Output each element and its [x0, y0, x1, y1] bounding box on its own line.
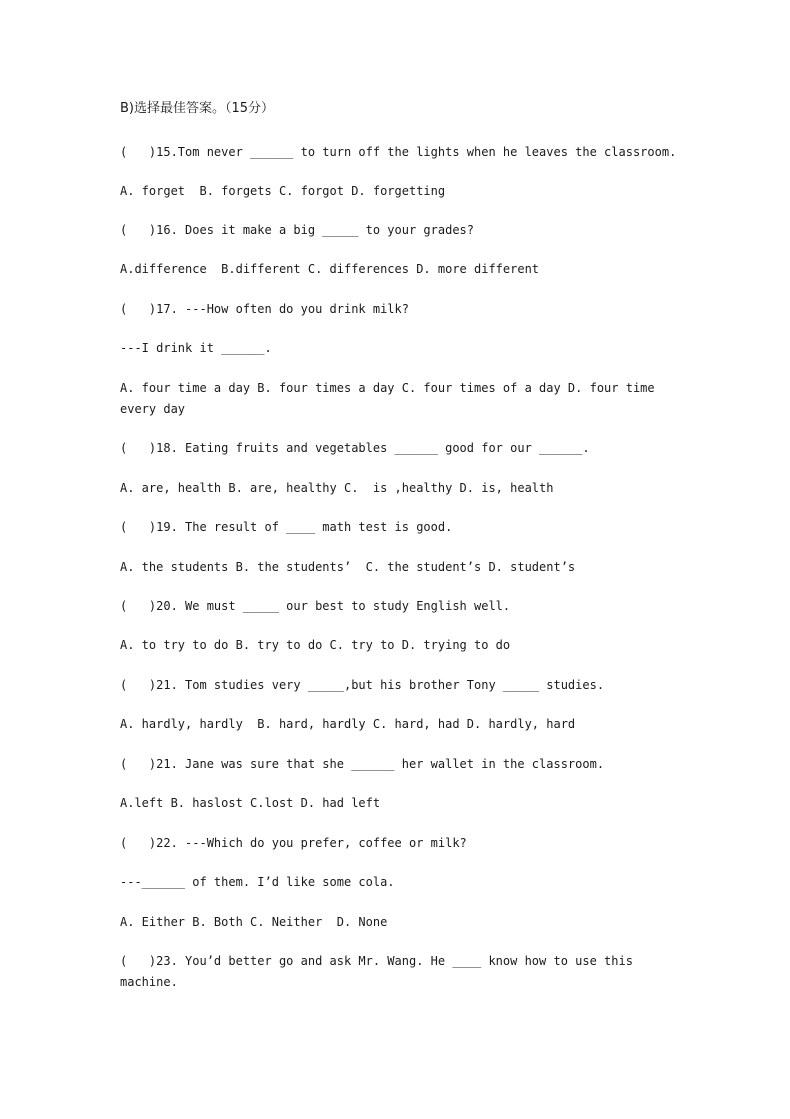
- options-16: A.difference B.different C. differences D. more different: [120, 262, 540, 276]
- question-17: ( )17. ---How often do you drink milk?: [120, 302, 409, 316]
- options-18: A. are, health B. are, healthy C. is ,healthy D. is, health: [120, 481, 554, 495]
- question-17-answer-line: ---I drink it ______.: [120, 341, 272, 355]
- options-15: A. forget B. forgets C. forgot D. forgetting: [120, 184, 446, 198]
- options-21a: A. hardly, hardly B. hard, hardly C. hard, had D. hardly, hard: [120, 717, 576, 731]
- question-22: ( )22. ---Which do you prefer, coffee or milk?: [120, 836, 467, 850]
- section-title: B)选择最佳答案。（15分）: [120, 101, 275, 116]
- question-15: ( )15.Tom never ______ to turn off the lights when he leaves the classroom.: [120, 145, 677, 159]
- options-22: A. Either B. Both C. Neither D. None: [120, 915, 388, 929]
- options-20: A. to try to do B. try to do C. try to D. trying to do: [120, 638, 511, 652]
- question-20: ( )20. We must _____ our best to study English well.: [120, 599, 511, 613]
- question-18: ( )18. Eating fruits and vegetables ______ good for our ______.: [120, 441, 590, 455]
- options-21b: A.left B. haslost C.lost D. had left: [120, 796, 381, 810]
- question-22-answer-line: ---______ of them. I’d like some cola.: [120, 875, 395, 889]
- question-19: ( )19. The result of ____ math test is good.: [120, 520, 453, 534]
- options-17: A. four time a day B. four times a day C. four times of a day D. four time every day: [120, 381, 662, 416]
- question-16: ( )16. Does it make a big _____ to your grades?: [120, 223, 475, 237]
- question-21a: ( )21. Tom studies very _____,but his brother Tony _____ studies.: [120, 678, 605, 692]
- question-21b: ( )21. Jane was sure that she ______ her wallet in the classroom.: [120, 757, 605, 771]
- question-23: ( )23. You’d better go and ask Mr. Wang. He ____ know how to use this machine.: [120, 954, 641, 989]
- options-19: A. the students B. the students’ C. the student’s D. student’s: [120, 560, 576, 574]
